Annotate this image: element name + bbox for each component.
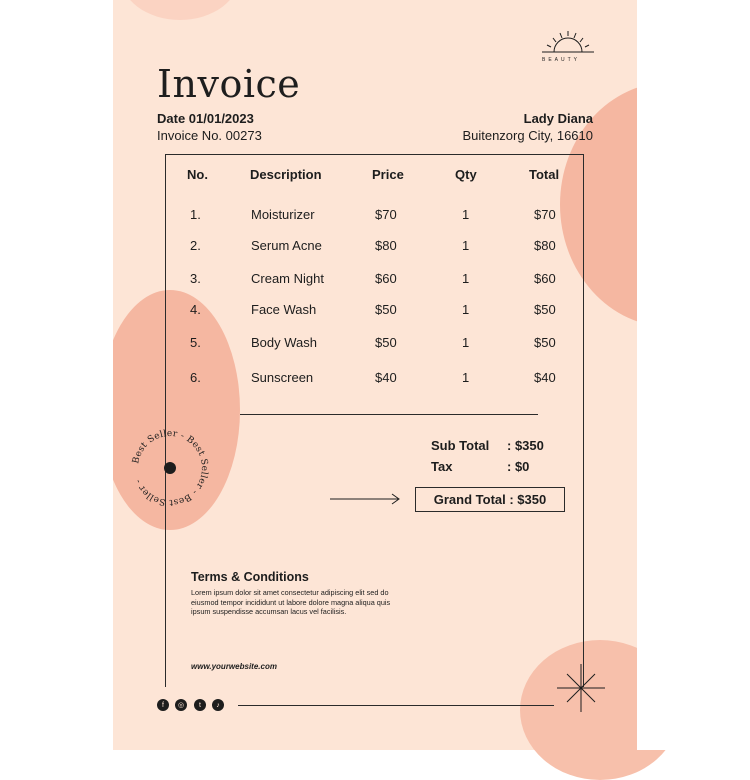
cell-price: $50	[375, 335, 397, 350]
website-link[interactable]: www.yourwebsite.com	[191, 662, 277, 671]
cell-description: Serum Acne	[251, 238, 322, 253]
tax-label: Tax	[431, 459, 453, 474]
cell-no: 2.	[190, 238, 201, 253]
cell-description: Body Wash	[251, 335, 317, 350]
cell-total: $80	[534, 238, 556, 253]
cell-price: $80	[375, 238, 397, 253]
cell-no: 6.	[190, 370, 201, 385]
facebook-icon[interactable]: f	[157, 699, 169, 711]
cell-no: 3.	[190, 271, 201, 286]
client-name: Lady Diana	[523, 111, 593, 126]
cell-no: 1.	[190, 207, 201, 222]
best-seller-badge	[128, 426, 212, 510]
cell-price: $40	[375, 370, 397, 385]
cell-total: $50	[534, 302, 556, 317]
cell-qty: 1	[462, 238, 470, 253]
cell-price: $50	[375, 302, 397, 317]
cell-total: $50	[534, 335, 556, 350]
sparkle-icon	[555, 662, 607, 714]
table-divider	[240, 414, 538, 415]
tiktok-icon[interactable]: ♪	[212, 699, 224, 711]
cell-price: $60	[375, 271, 397, 286]
invoice-title: Invoice	[157, 62, 301, 106]
footer-line	[238, 705, 554, 706]
cell-total: $60	[534, 271, 556, 286]
cell-qty: 1	[462, 207, 470, 222]
subtotal-label: Sub Total	[431, 438, 490, 453]
invoice-date: Date 01/01/2023	[157, 111, 254, 126]
col-header-total: Total	[529, 167, 560, 182]
terms-body: Lorem ipsum dolor sit amet consectetur adipiscing elit sed do eiusmod tempor incididunt ut labore dolore magna aliqua quis ipsum suspendisse accumsan lacus vel facilisis.	[191, 588, 391, 616]
cell-description: Face Wash	[251, 302, 317, 317]
grand-total-box: Grand Total : $350	[415, 487, 565, 512]
col-header-no: No.	[187, 167, 208, 182]
logo-text: BEAUTY	[542, 57, 581, 63]
cell-no: 5.	[190, 335, 201, 350]
twitter-icon[interactable]: t	[194, 699, 206, 711]
col-header-description: Description	[250, 167, 322, 182]
terms-title: Terms & Conditions	[191, 570, 309, 584]
cell-total: $70	[534, 207, 556, 222]
arrow-right-icon	[330, 493, 402, 505]
col-header-qty: Qty	[455, 167, 477, 182]
col-header-price: Price	[372, 167, 404, 182]
cell-qty: 1	[462, 271, 470, 286]
left-margin	[0, 0, 113, 750]
cell-qty: 1	[462, 302, 470, 317]
cell-no: 4.	[190, 302, 201, 317]
cell-qty: 1	[462, 370, 470, 385]
cell-qty: 1	[462, 335, 470, 350]
subtotal-value: : $350	[507, 438, 544, 453]
cell-price: $70	[375, 207, 397, 222]
instagram-icon[interactable]: ◎	[175, 699, 187, 711]
cell-description: Cream Night	[251, 271, 324, 286]
sun-logo-icon	[540, 28, 596, 58]
cell-description: Moisturizer	[251, 207, 315, 222]
cell-description: Sunscreen	[251, 370, 314, 385]
cell-total: $40	[534, 370, 556, 385]
badge-dot	[164, 462, 176, 474]
badge-text: Best Seller - Best Seller - Best Seller -	[131, 428, 210, 508]
invoice-number: Invoice No. 00273	[157, 128, 262, 143]
right-margin	[637, 0, 750, 750]
client-address: Buitenzorg City, 16610	[462, 128, 593, 143]
tax-value: : $0	[507, 459, 530, 474]
